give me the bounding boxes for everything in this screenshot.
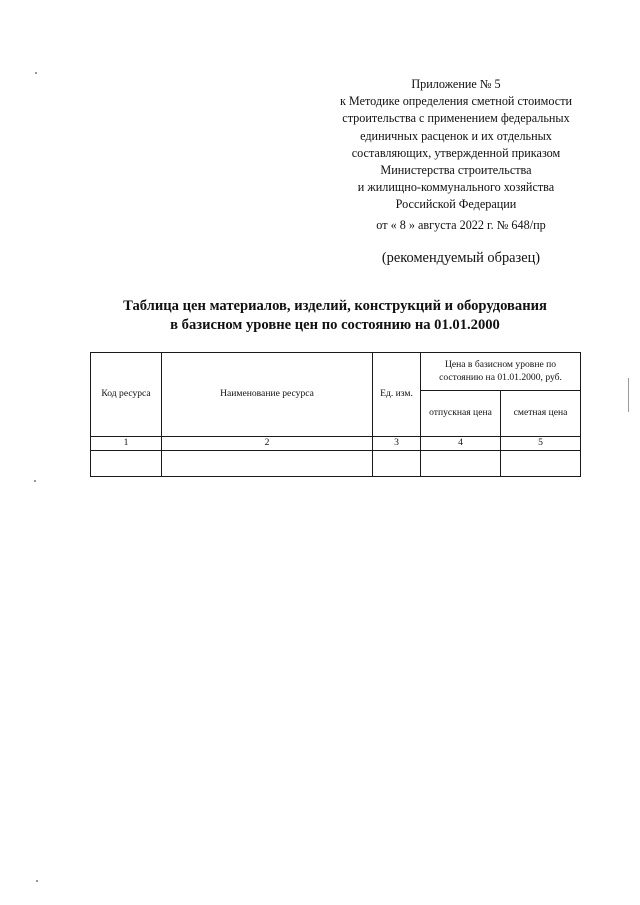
header-price-group: Цена в базисном уровне по состоянию на 01.01.2000, руб. (421, 353, 581, 391)
header-resource-name: Наименование ресурса (162, 353, 373, 437)
header-unit: Ед. изм. (373, 353, 421, 437)
title-line-1: Таблица цен материалов, изделий, конструкций и оборудования (123, 298, 547, 314)
table-cell (162, 451, 373, 477)
header-release-price: отпускная цена (421, 391, 501, 437)
table-cell (373, 451, 421, 477)
sample-note: (рекомендуемый образец) (381, 250, 541, 266)
table-row (91, 451, 581, 477)
column-number: 5 (501, 437, 581, 451)
document-title (90, 297, 580, 334)
column-number-row (91, 437, 581, 451)
appendix-line-3: строительства с применением федеральных (342, 111, 570, 126)
appendix-line-4: единичных расценок и их отдельных (360, 128, 552, 143)
title-line-2: в базисном уровне цен по состоянию на 01.01.2000 (170, 316, 500, 333)
appendix-line-7: и жилищно-коммунального хозяйства (357, 180, 555, 195)
appendix-header (316, 76, 596, 214)
appendix-line-8: Российской Федерации (395, 197, 517, 212)
scan-dot (35, 72, 37, 74)
column-number: 4 (421, 437, 501, 451)
appendix-line-5: составляющих, утвержденной приказом (351, 145, 561, 160)
table-header-row (91, 353, 581, 391)
column-number: 2 (162, 437, 373, 451)
table-cell (91, 451, 162, 477)
table-cell (421, 451, 501, 477)
price-table (90, 352, 581, 477)
header-resource-code: Код ресурса (91, 353, 162, 437)
table-cell (501, 451, 581, 477)
column-number: 3 (373, 437, 421, 451)
scan-edge-mark (628, 378, 629, 412)
appendix-line-1: Приложение № 5 (411, 77, 501, 91)
column-number: 1 (91, 437, 162, 451)
appendix-line-6: Министерства строительства (380, 163, 532, 178)
scan-dot (36, 880, 38, 882)
scan-dot (34, 480, 36, 482)
order-reference: от « 8 » августа 2022 г. № 648/пр (376, 218, 546, 232)
header-estimate-price: сметная цена (501, 391, 581, 437)
appendix-line-2: к Методике определения сметной стоимости (339, 94, 573, 109)
